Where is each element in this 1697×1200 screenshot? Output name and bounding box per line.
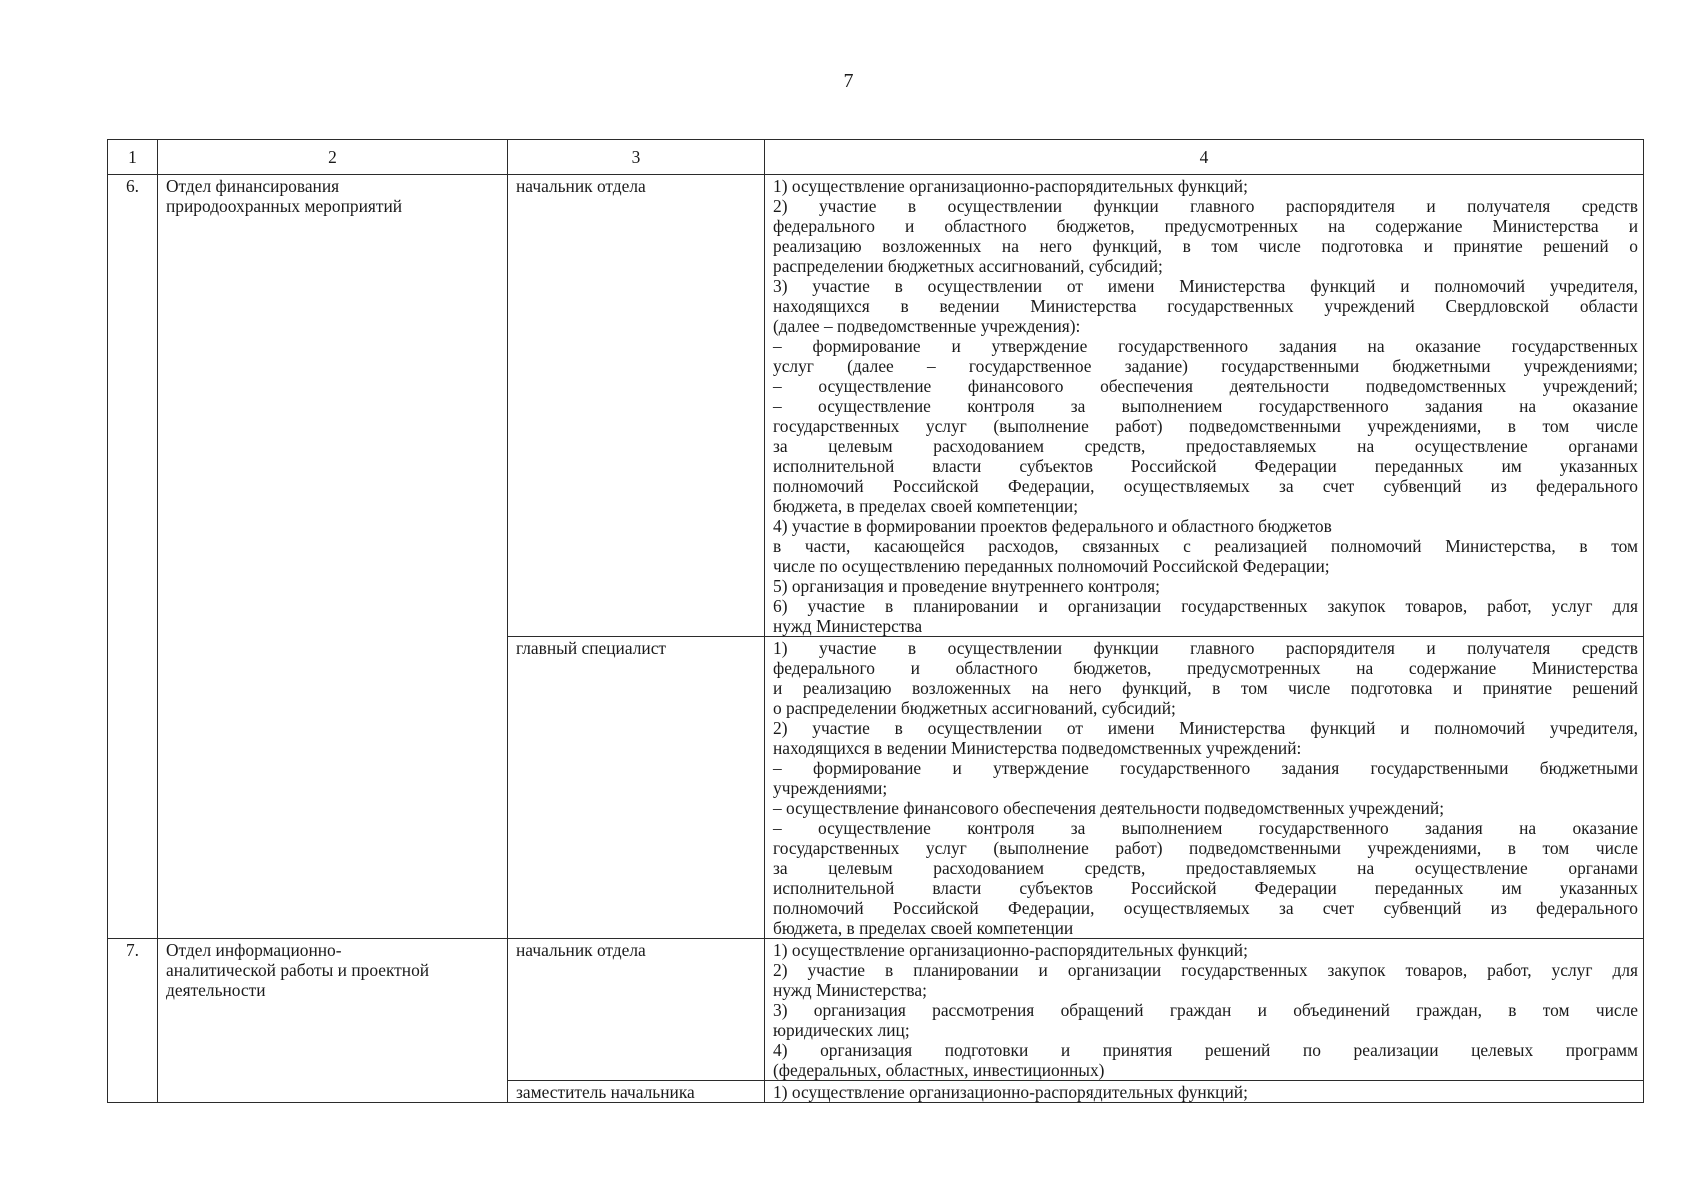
duty-line: – осуществление финансового обеспечения деятельности подведомственных учреждений; (773, 376, 1638, 396)
duty-line: – осуществление контроля за выполнением государственного задания на оказание (773, 818, 1638, 838)
duty-line: федерального и областного бюджетов, предусмотренных на содержание Министерства и (773, 216, 1638, 236)
duty-line: – осуществление контроля за выполнением государственного задания на оказание (773, 396, 1638, 416)
duty-line: – формирование и утверждение государственного задания на оказание государственных (773, 336, 1638, 356)
duty-line: нужд Министерства (773, 616, 923, 636)
duty-line: – осуществление финансового обеспечения деятельности подведомственных учреждений; (773, 798, 1445, 818)
duty-line: бюджета, в пределах своей компетенции (773, 918, 1074, 938)
duty-line: услуг (далее – государственное задание) государственными бюджетными учреждениями; (773, 356, 1638, 376)
department-name-line: деятельности (166, 980, 266, 1000)
duty-line: полномочий Российской Федерации, осуществляемых за счет субвенций из федерального (773, 476, 1638, 496)
department-name-line: аналитической работы и проектной (166, 960, 430, 980)
duty-line: в части, касающейся расходов, связанных с реализацией полномочий Министерства, в том (773, 536, 1638, 556)
duty-line: 3) организация рассмотрения обращений граждан и объединений граждан, в том числе (773, 1000, 1638, 1020)
duty-line: 4) участие в формировании проектов федерального и областного бюджетов (773, 516, 1332, 536)
duty-line: исполнительной власти субъектов Российской Федерации переданных им указанных (773, 456, 1638, 476)
duty-line: и реализацию возложенных на него функций, в том числе подготовка и принятие решений (773, 678, 1638, 698)
header-cell-2: 2 (158, 140, 508, 175)
duty-line: 3) участие в осуществлении от имени Министерства функций и полномочий учредителя, (773, 276, 1638, 296)
duty-line: – формирование и утверждение государственного задания государственными бюджетными (773, 758, 1638, 778)
duty-line: 1) осуществление организационно-распорядительных функций; (773, 1082, 1248, 1102)
department-name-line: Отдел информационно- (166, 940, 342, 960)
department-number (108, 939, 158, 1103)
position-duties (765, 1081, 1644, 1103)
responsibilities-table (107, 139, 1644, 1103)
duty-line: 2) участие в осуществлении функции главного распорядителя и получателя средств (773, 196, 1638, 216)
department-number-text: 6. (125, 176, 140, 196)
department-name (158, 939, 508, 1103)
duty-line: 1) осуществление организационно-распорядительных функций; (773, 940, 1248, 960)
department-name-line: природоохранных мероприятий (166, 196, 403, 216)
duty-line: нужд Министерства; (773, 980, 927, 1000)
position-title: заместитель начальника (508, 1081, 765, 1103)
duty-line: о распределении бюджетных ассигнований, субсидий; (773, 698, 1176, 718)
duty-line: государственных услуг (выполнение работ) подведомственными учреждениями, в том числе (773, 838, 1638, 858)
page-number: 7 (843, 70, 854, 92)
position-duties (765, 637, 1644, 939)
duty-line: учреждениями; (773, 778, 888, 798)
duty-line: находящихся в ведении Министерства подведомственных учреждений: (773, 738, 1302, 758)
duty-line: числе по осуществлению переданных полномочий Российской Федерации; (773, 556, 1330, 576)
duty-line: реализацию возложенных на него функций, в том числе подготовка и принятие решений о (773, 236, 1638, 256)
header-cell-3: 3 (508, 140, 765, 175)
department-name (158, 175, 508, 939)
duty-line: 2) участие в планировании и организации государственных закупок товаров, работ, услуг для (773, 960, 1638, 980)
position-title: начальник отдела (508, 175, 765, 637)
position-duties (765, 175, 1644, 637)
department-number (108, 175, 158, 939)
duty-line: бюджета, в пределах своей компетенции; (773, 496, 1079, 516)
department-name-line: Отдел финансирования (166, 176, 340, 196)
duty-line: 1) участие в осуществлении функции главного распорядителя и получателя средств (773, 638, 1638, 658)
position-title: главный специалист (508, 637, 765, 939)
position-title: начальник отдела (508, 939, 765, 1081)
duty-line: полномочий Российской Федерации, осуществляемых за счет субвенций из федерального (773, 898, 1638, 918)
duty-line: государственных услуг (выполнение работ) подведомственными учреждениями, в том числе (773, 416, 1638, 436)
header-cell-4: 4 (765, 140, 1644, 175)
duty-line: 4) организация подготовки и принятия решений по реализации целевых программ (773, 1040, 1638, 1060)
duty-line: 1) осуществление организационно-распорядительных функций; (773, 176, 1248, 196)
duty-line: 2) участие в осуществлении от имени Министерства функций и полномочий учредителя, (773, 718, 1638, 738)
table-row (108, 939, 1644, 1081)
duty-line: за целевым расходованием средств, предоставляемых на осуществление органами (773, 436, 1638, 456)
table-row (108, 175, 1644, 637)
duty-line: находящихся в ведении Министерства государственных учреждений Свердловской области (773, 296, 1638, 316)
header-cell-1: 1 (108, 140, 158, 175)
duty-line: 6) участие в планировании и организации государственных закупок товаров, работ, услуг для (773, 596, 1638, 616)
duty-line: исполнительной власти субъектов Российской Федерации переданных им указанных (773, 878, 1638, 898)
department-number-text: 7. (125, 940, 140, 960)
duty-line: (федеральных, областных, инвестиционных) (773, 1060, 1105, 1080)
table-body (108, 140, 1644, 1103)
header-row (108, 140, 1644, 175)
duty-line: (далее – подведомственные учреждения): (773, 316, 1081, 336)
position-duties (765, 939, 1644, 1081)
duty-line: федерального и областного бюджетов, предусмотренных на содержание Министерства (773, 658, 1638, 678)
duty-line: юридических лиц; (773, 1020, 910, 1040)
duty-line: 5) организация и проведение внутреннего контроля; (773, 576, 1161, 596)
duty-line: за целевым расходованием средств, предоставляемых на осуществление органами (773, 858, 1638, 878)
duty-line: распределении бюджетных ассигнований, субсидий; (773, 256, 1163, 276)
